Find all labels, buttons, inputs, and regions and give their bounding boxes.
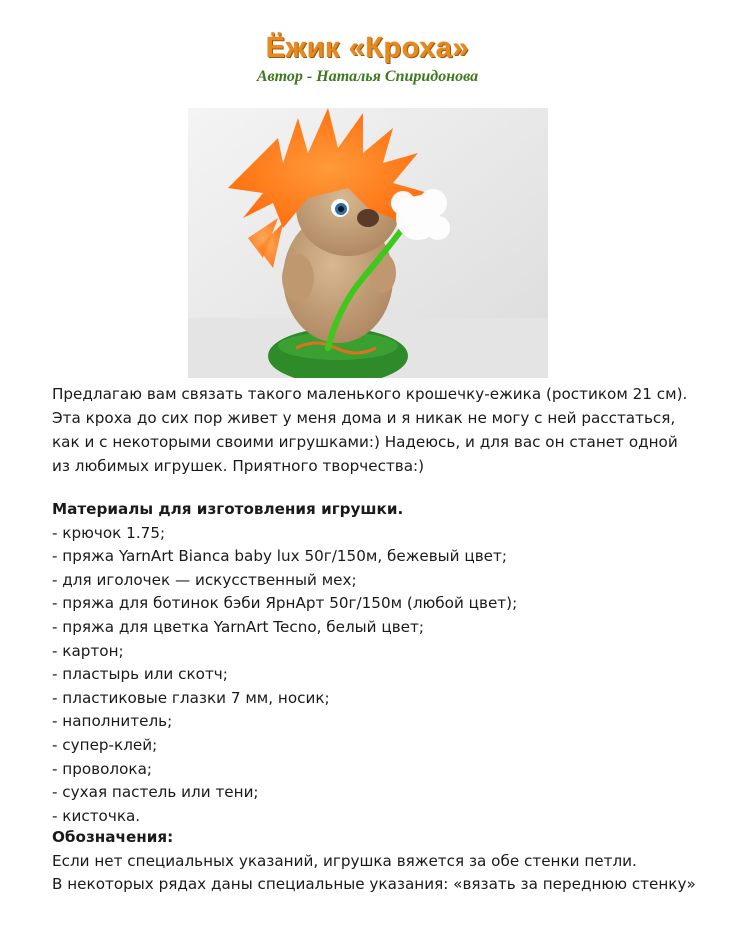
- list-item: - пряжа YarnArt Bianca baby lux 50г/150м, бежевый цвет;: [52, 547, 507, 566]
- list-item: - пластиковые глазки 7 мм, носик;: [52, 688, 330, 707]
- intro-line: Предлагаю вам связать такого маленького крошечку-ежика (ростиком 21 см).: [52, 385, 688, 403]
- list-item: - сухая пастель или тени;: [52, 783, 259, 802]
- toy-nose: [357, 209, 379, 227]
- hedgehog-toy-photo: [188, 108, 548, 378]
- notation-line: Если нет специальных указаний, игрушка вяжется за обе стенки петли.: [52, 851, 637, 870]
- list-item: - крючок 1.75;: [52, 523, 166, 542]
- list-item: - кисточка.: [52, 806, 141, 825]
- author-line: Автор - Наталья Спиридонова: [256, 68, 479, 85]
- materials-section: [52, 498, 702, 828]
- list-item: - пряжа для цветка YarnArt Tecno, белый цвет;: [52, 617, 424, 636]
- list-item: - супер-клей;: [52, 735, 158, 754]
- notation-heading: Обозначения:: [52, 828, 174, 846]
- list-item: - картон;: [52, 641, 124, 660]
- notation-section: [52, 826, 712, 897]
- list-item: - наполнитель;: [52, 712, 173, 731]
- list-item: - проволока;: [52, 759, 153, 778]
- document-title: Ёжик «Кроха»: [265, 32, 470, 64]
- intro-line: Эта кроха до сих пор живет у меня дома и я никак не могу с ней расстаться,: [52, 409, 676, 427]
- materials-list: [52, 522, 702, 829]
- list-item: - пряжа для ботинок бэби ЯрнАрт 50г/150м (любой цвет);: [52, 594, 518, 613]
- intro-paragraph: [52, 382, 702, 478]
- intro-line: из любимых игрушек. Приятного творчества:): [52, 457, 425, 475]
- list-item: - пластырь или скотч;: [52, 665, 228, 684]
- materials-heading: Материалы для изготовления игрушки.: [52, 500, 404, 518]
- notation-line: В некоторых рядах даны специальные указания: «вязать за переднюю стенку»: [52, 875, 696, 894]
- list-item: - для иголочек — искусственный мех;: [52, 570, 357, 589]
- intro-line: как и с некоторыми своими игрушками:) Надеюсь, и для вас он станет одной: [52, 433, 678, 451]
